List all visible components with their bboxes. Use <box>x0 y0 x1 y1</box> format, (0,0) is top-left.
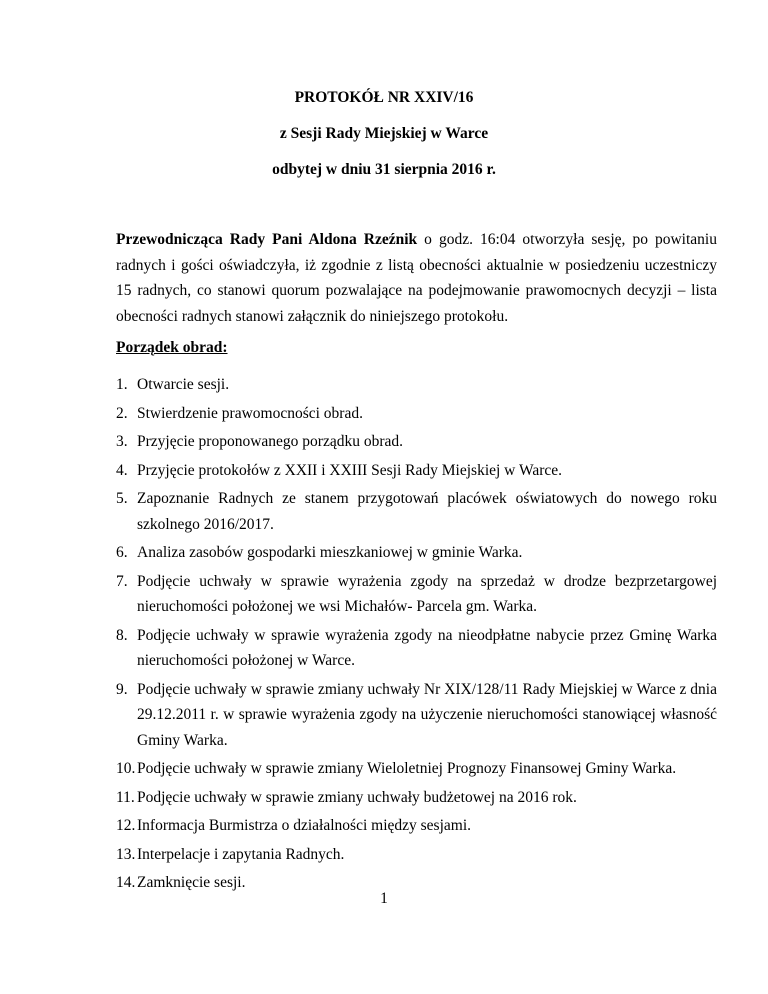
agenda-item-number: 10. <box>116 760 136 777</box>
agenda-item <box>116 756 717 782</box>
chairperson-name: Przewodnicząca Rady Pani Aldona Rzeźnik <box>116 231 418 248</box>
agenda-item-text: Podjęcie uchwały w sprawie zmiany uchwały budżetowej na 2016 rok. <box>137 788 577 806</box>
agenda-item <box>116 623 717 674</box>
agenda-item-text: Przyjęcie protokołów z XXII i XXIII Sesji Rady Miejskiej w Warce. <box>137 461 563 479</box>
agenda-item-text: Podjęcie uchwały w sprawie wyrażenia zgody na sprzedaż w drodze bezprzetargowej nieruchomości położonej we wsi Michałów- Parcela gm. Warka. <box>137 572 717 615</box>
agenda-item <box>116 842 717 868</box>
session-date: odbytej w dniu 31 sierpnia 2016 r. <box>272 161 496 178</box>
agenda-item-number: 12. <box>116 817 136 834</box>
agenda-item <box>116 458 717 484</box>
agenda-item-number: 9. <box>116 680 128 698</box>
agenda-item-text: Przyjęcie proponowanego porządku obrad. <box>137 433 403 450</box>
agenda-item-number: 8. <box>116 626 128 644</box>
agenda-item-number: 6. <box>116 544 128 561</box>
agenda-item-number: 3. <box>116 433 128 450</box>
intro-paragraph <box>116 227 717 329</box>
agenda-item <box>116 372 717 398</box>
agenda-item-number: 11. <box>116 788 135 806</box>
agenda-item <box>116 401 717 427</box>
agenda-item-text: Stwierdzenie prawomocności obrad. <box>137 404 363 422</box>
agenda-item-number: 1. <box>116 376 128 393</box>
intro-text: o godz. 16:04 otworzyła sesję, po powitaniu radnych i gości oświadczyła, iż zgodnie z listą obecności aktualnie w posiedzeniu uczestniczy 15 radnych, co stanowi quorum pozwalające na podejmowanie prawomocnych decyzji – lista obecności radnych stanowi załącznik do niniejszego protokołu. <box>116 231 717 325</box>
agenda-item <box>116 486 717 537</box>
agenda-item-number: 4. <box>116 461 128 479</box>
agenda-item-text: Analiza zasobów gospodarki mieszkaniowej w gminie Warka. <box>137 544 523 561</box>
agenda-item-text: Zamknięcie sesji. <box>137 874 246 891</box>
agenda-item-text: Informacja Burmistrza o działalności między sesjami. <box>137 817 471 834</box>
agenda-item-number: 13. <box>116 845 136 863</box>
agenda-heading: Porządek obrad: <box>116 339 228 356</box>
agenda-item-number: 2. <box>116 404 128 422</box>
agenda-item-text: Interpelacje i zapytania Radnych. <box>137 845 345 863</box>
agenda-item-text: Podjęcie uchwały w sprawie zmiany uchwały Nr XIX/128/11 Rady Miejskiej w Warce z dnia 29.12.2011 r. w sprawie wyrażenia zgody na użyczenie nieruchomości stanowiącej własność Gminy Warka. <box>137 680 717 749</box>
agenda-item <box>116 429 717 455</box>
agenda-item <box>116 785 717 811</box>
agenda-item-number: 7. <box>116 572 128 590</box>
agenda-item-text: Zapoznanie Radnych ze stanem przygotowań placówek oświatowych do nowego roku szkolnego 2016/2017. <box>137 490 717 533</box>
agenda-item-number: 14. <box>116 874 136 891</box>
page-number: 1 <box>380 890 388 907</box>
agenda-item-number: 5. <box>116 490 128 507</box>
agenda-list <box>116 372 717 899</box>
agenda-item <box>116 677 717 754</box>
agenda-item <box>116 540 717 566</box>
agenda-item <box>116 813 717 839</box>
document-subtitle: z Sesji Rady Miejskiej w Warce <box>279 125 489 142</box>
document-title: PROTOKÓŁ NR XXIV/16 <box>294 89 474 106</box>
agenda-item-text: Podjęcie uchwały w sprawie zmiany Wieloletniej Prognozy Finansowej Gminy Warka. <box>137 760 677 777</box>
agenda-item-text: Podjęcie uchwały w sprawie wyrażenia zgody na nieodpłatne nabycie przez Gminę Warka nieruchomości położonej w Warce. <box>137 626 717 669</box>
agenda-item <box>116 569 717 620</box>
agenda-item-text: Otwarcie sesji. <box>137 376 230 393</box>
